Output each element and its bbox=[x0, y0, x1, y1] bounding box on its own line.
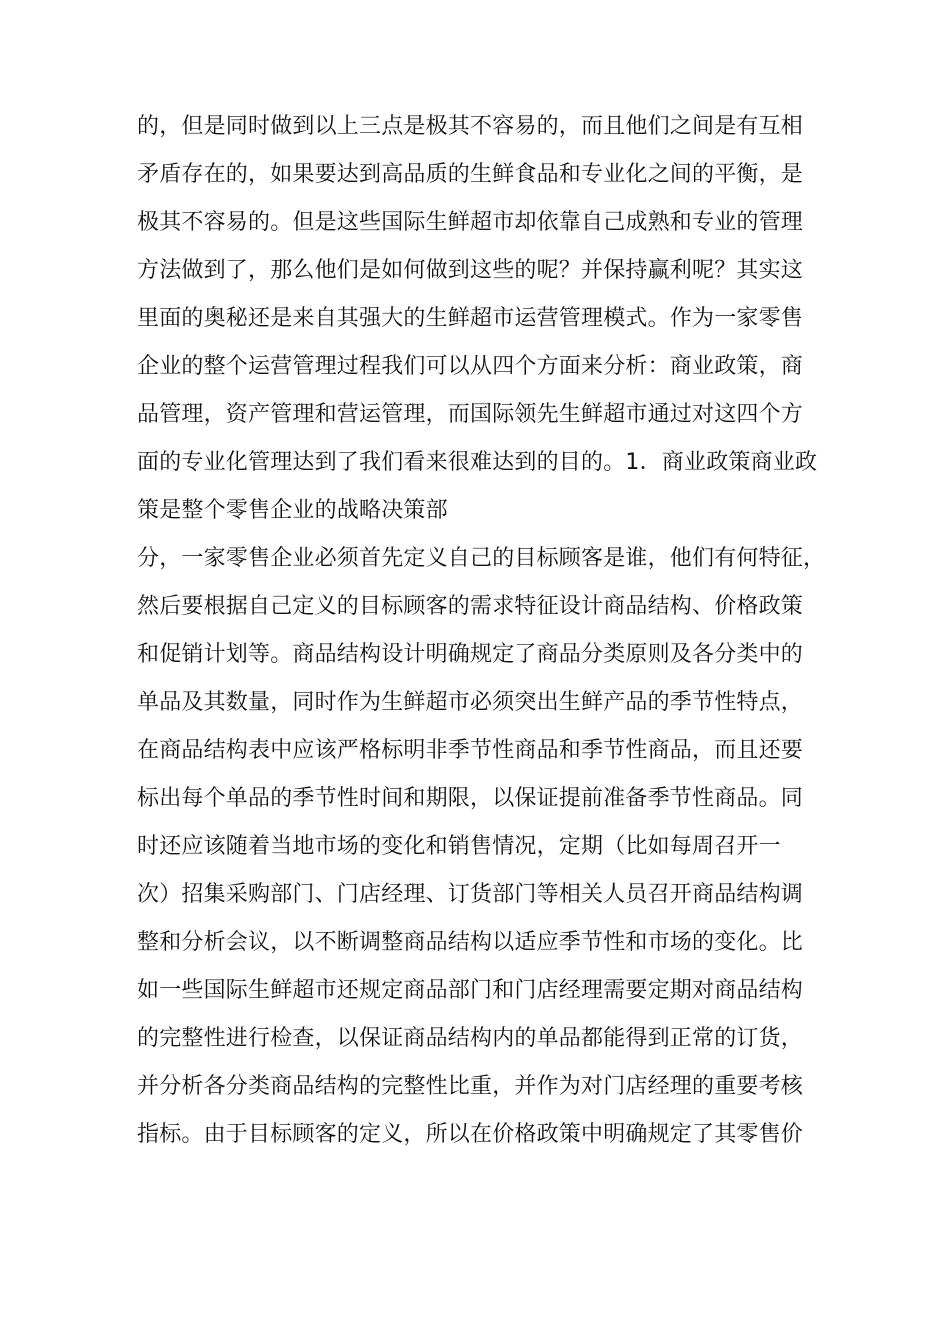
text-line: 标出每个单品的季节性时间和期限，以保证提前准备季节性商品。同 bbox=[137, 786, 804, 811]
text-line: 指标。由于目标顾客的定义，所以在价格政策中明确规定了其零售价 bbox=[137, 1122, 804, 1147]
text-line: 企业的整个运营管理过程我们可以从四个方面来分析：商业政策，商 bbox=[137, 354, 804, 379]
text-line: 分，一家零售企业必须首先定义自己的目标顾客是谁，他们有何特征， bbox=[137, 546, 826, 571]
text-line: 极其不容易的。但是这些国际生鲜超市却依靠自己成熟和专业的管理 bbox=[137, 210, 804, 235]
text-line: 和促销计划等。商品结构设计明确规定了商品分类原则及各分类中的 bbox=[137, 642, 804, 667]
text-line: 的，但是同时做到以上三点是极其不容易的，而且他们之间是有互相 bbox=[137, 114, 804, 139]
text-line: 在商品结构表中应该严格标明非季节性商品和季节性商品，而且还要 bbox=[137, 738, 804, 763]
text-line: 单品及其数量，同时作为生鲜超市必须突出生鲜产品的季节性特点， bbox=[137, 690, 804, 715]
text-line: 整和分析会议，以不断调整商品结构以适应季节性和市场的变化。比 bbox=[137, 930, 804, 955]
text-line: 并分析各分类商品结构的完整性比重，并作为对门店经理的重要考核 bbox=[137, 1074, 804, 1099]
text-line: 矛盾存在的，如果要达到高品质的生鲜食品和专业化之间的平衡，是 bbox=[137, 162, 804, 187]
text-line: 如一些国际生鲜超市还规定商品部门和门店经理需要定期对商品结构 bbox=[137, 978, 804, 1003]
text-line: 面的专业化管理达到了我们看来很难达到的目的。1．商业政策商业政 bbox=[137, 450, 818, 475]
text-line: 方法做到了，那么他们是如何做到这些的呢？并保持赢利呢？其实这 bbox=[137, 258, 804, 283]
text-line: 品管理，资产管理和营运管理，而国际领先生鲜超市通过对这四个方 bbox=[137, 402, 804, 427]
text-line: 次）招集采购部门、门店经理、订货部门等相关人员召开商品结构调 bbox=[137, 882, 804, 907]
text-line: 的完整性进行检查，以保证商品结构内的单品都能得到正常的订货， bbox=[137, 1026, 804, 1051]
text-line: 然后要根据自己定义的目标顾客的需求特征设计商品结构、价格政策 bbox=[137, 594, 804, 619]
text-line: 里面的奥秘还是来自其强大的生鲜超市运营管理模式。作为一家零售 bbox=[137, 306, 804, 331]
text-line: 时还应该随着当地市场的变化和销售情况，定期（比如每周召开一 bbox=[137, 834, 781, 859]
text-line: 策是整个零售企业的战略决策部 bbox=[137, 498, 448, 523]
